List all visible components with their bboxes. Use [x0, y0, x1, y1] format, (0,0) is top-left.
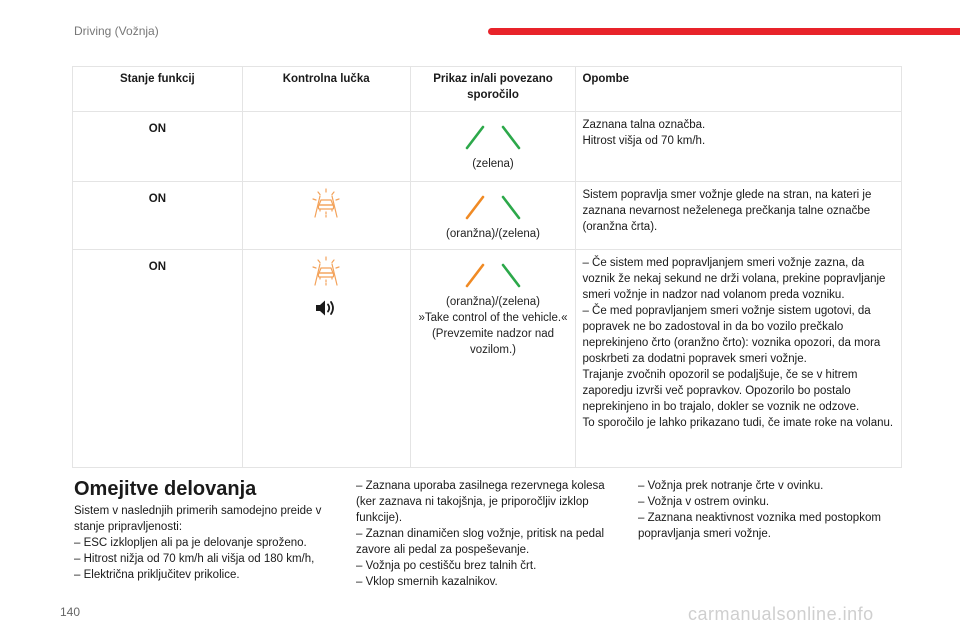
lane-lines-orange-green-icon — [463, 194, 523, 220]
state-cell: ON — [73, 250, 243, 468]
note-line: – Če sistem med popravljanjem smeri vožnje zazna, da voznik že nekaj sekund ne drži volana, prekine popravljanje smeri vožnje in nadzor nad volanom preda vozniku. — [582, 257, 886, 301]
table-row — [73, 182, 902, 250]
note-line: Zaznana talna označba. — [582, 119, 706, 131]
list-item: – Vožnja po cestišču brez talnih črt. — [356, 560, 537, 572]
notes-cell — [576, 112, 902, 182]
list-item: – ESC izklopljen ali pa je delovanje sproženo. — [74, 537, 307, 549]
list-item: – Hitrost nižja od 70 km/h ali višja od 180 km/h, — [74, 553, 315, 565]
indicator-cell — [242, 112, 410, 182]
lane-lines-orange-green-icon — [463, 262, 523, 288]
state-cell: ON — [73, 182, 243, 250]
page-number: 140 — [60, 605, 81, 619]
state-cell: ON — [73, 112, 243, 182]
limits-column-3 — [638, 478, 900, 542]
display-message: »Take control of the vehicle.« (Prevzemite nadzor nad vozilom.) — [418, 312, 568, 356]
list-item: – Zaznan dinamičen slog vožnje, pritisk na pedal zavore ali pedal za pospeševanje. — [356, 528, 605, 556]
running-header: Driving (Vožnja) — [74, 24, 159, 38]
note-line: To sporočilo je lahko prikazano tudi, če imate roke na volanu. — [582, 417, 894, 429]
display-caption: (zelena) — [472, 158, 514, 170]
display-caption: (oranžna)/(zelena) — [446, 296, 540, 308]
display-cell — [410, 112, 576, 182]
list-item: – Vožnja v ostrem ovinku. — [638, 496, 770, 508]
list-item: – Vožnja prek notranje črte v ovinku. — [638, 480, 824, 492]
list-item: – Vklop smernih kazalnikov. — [356, 576, 498, 588]
speaker-icon — [314, 298, 338, 318]
note-line: Trajanje zvočnih opozoril se podaljšuje, če se v hitrem zaporedju izvrši več popravkov. Opozorilo bo postalo neprekinjeno in bo trajalo, dokler se voznik ne odzove. — [582, 369, 860, 413]
list-item: – Zaznana neaktivnost voznika med postopkom popravljanja smeri vožnje. — [638, 512, 881, 540]
display-cell — [410, 250, 576, 468]
header-accent-bar — [488, 28, 960, 35]
lane-departure-warning-icon — [311, 256, 341, 286]
note-line: – Če med popravljanjem smeri vožnje sistem ugotovi, da popravek ne bo zadostoval in da bo vozilo prečkalo neprekinjeno črto (oranžno črto): voznika opozori, da mora poskrbeti za dodatni popravek smeri vožnje. — [582, 305, 881, 365]
lane-departure-warning-icon — [311, 188, 341, 218]
indicator-cell — [242, 182, 410, 250]
limits-column-1 — [74, 503, 342, 583]
note-line: Hitrost višja od 70 km/h. — [582, 135, 706, 147]
section-title: Omejitve delovanja — [74, 478, 257, 500]
limits-column-2 — [356, 478, 618, 590]
notes-cell — [576, 182, 902, 250]
display-cell — [410, 182, 576, 250]
note-line: Sistem popravlja smer vožnje glede na stran, na kateri je zaznana nevarnost neželenega prečkanja talne označbe (oranžna črta). — [582, 189, 872, 233]
list-item: Sistem v naslednjih primerih samodejno preide v stanje pripravljenosti: — [74, 505, 322, 533]
watermark: carmanualsonline.info — [688, 604, 874, 624]
display-caption: (oranžna)/(zelena) — [446, 228, 540, 240]
table-row — [73, 250, 902, 468]
lane-lines-green-green-icon — [463, 124, 523, 150]
list-item: – Zaznana uporaba zasilnega rezervnega kolesa (ker zaznava ni takojšnja, je priporočljiv izklop funkcije). — [356, 480, 605, 524]
indicator-cell — [242, 250, 410, 468]
column-header-notes: Opombe — [576, 67, 902, 112]
column-header-state: Stanje funkcij — [73, 67, 243, 112]
list-item: – Električna priključitev prikolice. — [74, 569, 240, 581]
column-header-display: Prikaz in/ali povezano sporočilo — [410, 67, 576, 112]
table-row — [73, 112, 902, 182]
notes-cell — [576, 250, 902, 468]
function-status-table — [72, 66, 902, 468]
column-header-indicator: Kontrolna lučka — [242, 67, 410, 112]
